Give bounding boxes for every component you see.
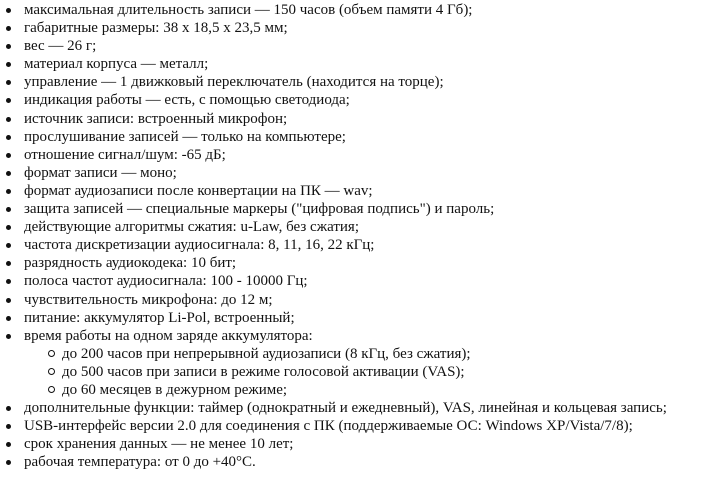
list-item-max-duration: максимальная длительность записи — 150 часов (объем памяти 4 Гб); xyxy=(24,1,667,19)
list-item-compression: действующие алгоритмы сжатия: u-Law, без сжатия; xyxy=(24,218,667,236)
list-item-battery-life xyxy=(24,327,667,399)
sub-list-item-standby: до 60 месяцев в дежурном режиме; xyxy=(62,381,667,399)
list-item-audio-format: формат аудиозаписи после конвертации на ПК — wav; xyxy=(24,182,667,200)
sub-list-item-continuous: до 200 часов при непрерывной аудиозаписи (8 кГц, без сжатия); xyxy=(62,345,667,363)
list-item-power: питание: аккумулятор Li-Pol, встроенный; xyxy=(24,309,667,327)
list-item-weight: вес — 26 г; xyxy=(24,37,667,55)
list-item-extra-functions: дополнительные функции: таймер (однократный и ежедневный), VAS, линейная и кольцевая запись; xyxy=(24,400,667,417)
list-item-frequency-band: полоса частот аудиосигнала: 100 - 10000 Гц; xyxy=(24,272,667,290)
list-item-data-retention: срок хранения данных — не менее 10 лет; xyxy=(24,435,667,453)
list-item-playback: прослушивание записей — только на компьютере; xyxy=(24,128,667,146)
list-item-sample-rate: частота дискретизации аудиосигнала: 8, 11, 16, 22 кГц; xyxy=(24,236,667,254)
list-item-mic-sensitivity: чувствительность микрофона: до 12 м; xyxy=(24,291,667,309)
list-item-signal-noise: отношение сигнал/шум: -65 дБ; xyxy=(24,146,667,164)
list-item-body-material: материал корпуса — металл; xyxy=(24,55,667,73)
specifications-list xyxy=(0,1,667,471)
list-item-recording-protection: защита записей — специальные маркеры ("цифровая подпись") и пароль; xyxy=(24,200,667,218)
battery-life-sublist xyxy=(24,345,667,399)
list-item-dimensions: габаритные размеры: 38 х 18,5 х 23,5 мм; xyxy=(24,19,667,37)
list-item-indication: индикация работы — есть, с помощью светодиода; xyxy=(24,91,667,109)
list-item-recording-source: источник записи: встроенный микрофон; xyxy=(24,110,667,128)
list-item-recording-format: формат записи — моно; xyxy=(24,164,667,182)
list-item-operating-temperature: рабочая температура: от 0 до +40°C. xyxy=(24,453,667,471)
list-item-usb-interface: USB-интерфейс версии 2.0 для соединения с ПК (поддерживаемые ОС: Windows XP/Vista/7/8); xyxy=(24,417,667,435)
sub-list-item-voice-activation: до 500 часов при записи в режиме голосовой активации (VAS); xyxy=(62,363,667,381)
battery-life-label: время работы на одном заряде аккумулятора: xyxy=(24,327,313,344)
list-item-controls: управление — 1 движковый переключатель (находится на торце); xyxy=(24,73,667,91)
list-item-codec-bits: разрядность аудиокодека: 10 бит; xyxy=(24,254,667,272)
